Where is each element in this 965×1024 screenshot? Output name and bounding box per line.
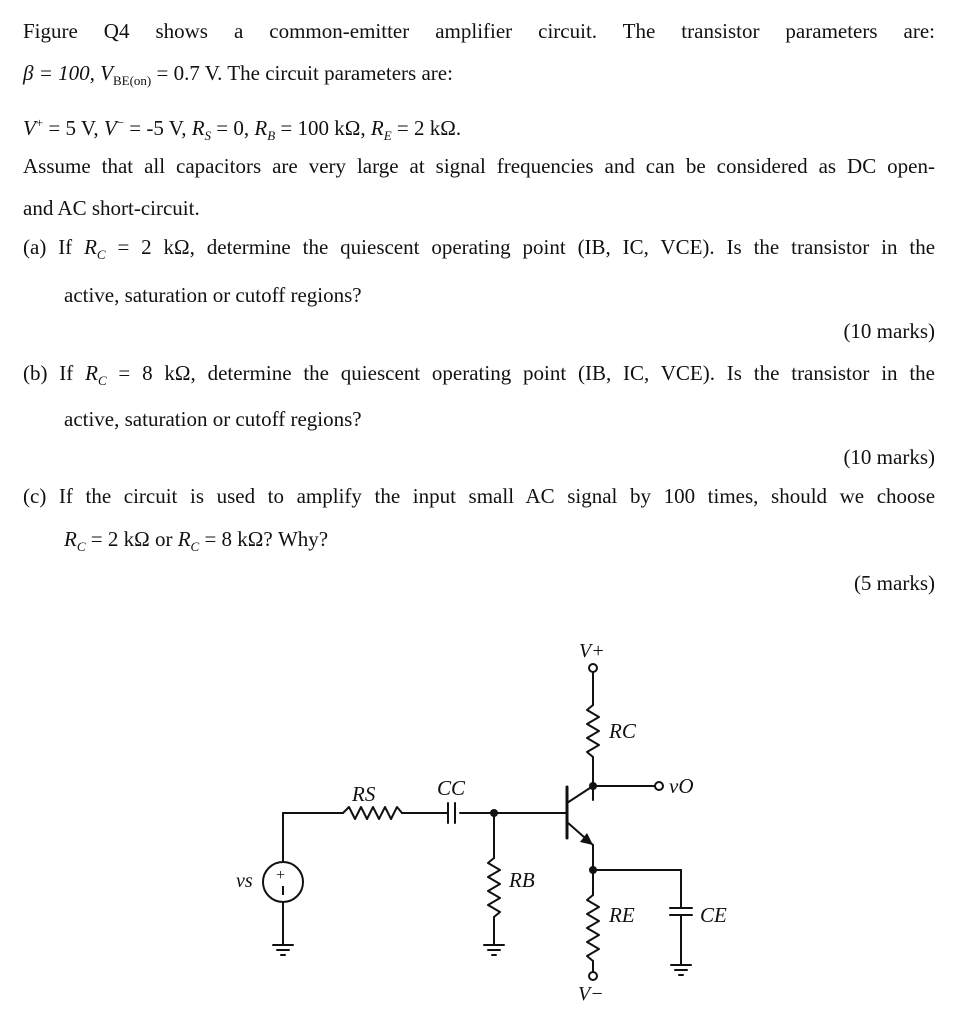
re-label: RE (609, 903, 635, 927)
part-a-line-2: active, saturation or cutoff regions? (64, 283, 362, 307)
vbe-subscript: BE(on) (112, 73, 152, 89)
vbe-value: = 0.7 V. The circuit parameters are: (156, 61, 453, 85)
rb-resistor (488, 858, 500, 917)
part-a-line-1: (a) If $R_C = 2$ kΩ, determine the quiescent operating point (IB, IC, VCE). Is the transistor in the (23, 235, 936, 263)
part-c-label: (c) (23, 484, 47, 508)
vo-label: vO (669, 774, 694, 798)
part-c-text: If the circuit is used to amplify the input small AC signal by 100 times, should we choose (58, 484, 936, 508)
re-value: = 2 kΩ. (396, 116, 462, 140)
intro-text-a: Figure Q4 shows a common-emitter amplifier circuit. (23, 19, 598, 43)
part-b-line-1: (b) If $R_C = 8$ kΩ, determine the quiescent operating point (IB, IC, VCE). Is the transistor in the (23, 361, 935, 389)
part-b-marks: (10 marks) (843, 445, 935, 469)
vminus-terminal (589, 972, 597, 980)
vs-label: vs (236, 870, 253, 892)
part-c-option-b: = 8 kΩ? Why? (204, 527, 329, 551)
part-b-text: determine the quiescent operating point (IB, IC, VCE). Is the transistor in the (207, 361, 935, 385)
part-a-rc: = 2 kΩ, (117, 235, 195, 259)
part-a-text: determine the quiescent operating point (IB, IC, VCE). Is the transistor in the (206, 235, 936, 259)
rb-label: RB (509, 868, 535, 892)
rc-label: RC (609, 719, 636, 743)
vminus-label: V− (578, 983, 604, 1005)
vminus-value: = -5 V, (129, 116, 187, 140)
part-a-label: (a) (23, 235, 47, 259)
rs-value: = 0, (216, 116, 250, 140)
rs-label: RS (352, 782, 376, 806)
assume-line-2: and AC short-circuit. (23, 196, 200, 220)
vplus-value: = 5 V, (48, 116, 99, 140)
vs-plus-sign: + (276, 867, 286, 884)
intro-text-b: The transistor parameters are: (622, 19, 935, 43)
vbe-symbol: V (100, 61, 113, 85)
assume-line-1: Assume that all capacitors are very large at signal frequencies and can be considered as DC open- (23, 154, 935, 178)
vplus-label: V+ (579, 640, 605, 662)
rb-value: = 100 kΩ, (280, 116, 366, 140)
vo-terminal (655, 782, 663, 790)
part-c-marks: (5 marks) (853, 571, 935, 595)
part-c-line-2: $R_C = 2$ kΩ or $R_C = 8$ kΩ? Why? (64, 527, 329, 555)
part-b-line-2: active, saturation or cutoff regions? (64, 407, 362, 431)
part-c-option-a: = 2 kΩ or (90, 527, 173, 551)
part-a-marks: (10 marks) (843, 319, 935, 343)
cc-label: CC (437, 776, 466, 800)
re-resistor (587, 895, 599, 961)
rc-resistor (587, 705, 599, 757)
ce-label: CE (700, 903, 727, 927)
part-b-rc: = 8 kΩ, (118, 361, 196, 385)
part-b-label: (b) (23, 361, 48, 385)
vplus-terminal (589, 664, 597, 672)
beta-text: β = 100, (23, 61, 95, 85)
rs-resistor (343, 807, 402, 819)
circuit-params-line: V+ = 5 V, V− = -5 V, $R_S = 0$, $R_B = 100$ kΩ, $R_E = 2$ kΩ. (23, 115, 462, 144)
